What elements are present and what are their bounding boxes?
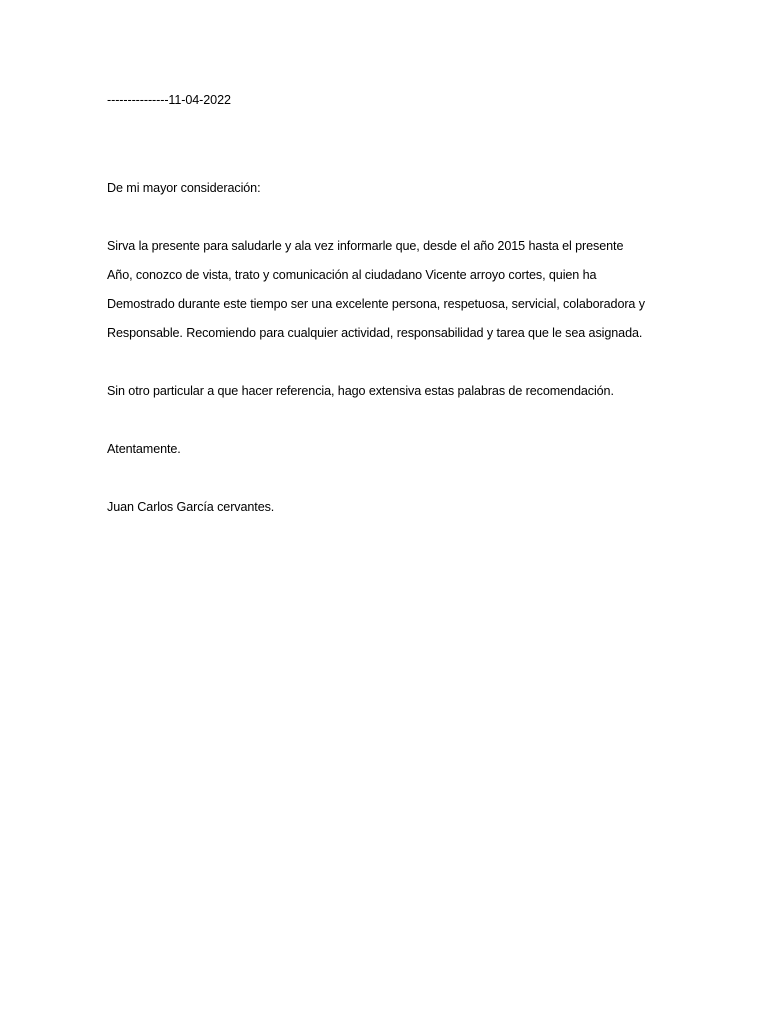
paragraph-gap xyxy=(107,410,667,439)
salutation: De mi mayor consideración: xyxy=(107,181,261,195)
body-line: Sirva la presente para saludarle y ala vez informarle que, desde el año 2015 hasta el presente xyxy=(107,239,624,253)
paragraph-gap xyxy=(107,207,667,236)
letter-content xyxy=(107,90,667,526)
body-line: Demostrado durante este tiempo ser una excelente persona, respetuosa, servicial, colaboradora y xyxy=(107,297,645,311)
closing: Atentamente. xyxy=(107,442,181,456)
paragraph-gap xyxy=(107,468,667,497)
signature: Juan Carlos García cervantes. xyxy=(107,500,275,514)
paragraph-gap xyxy=(107,352,667,381)
closing-paragraph: Sin otro particular a que hacer referencia, hago extensiva estas palabras de recomendación. xyxy=(107,384,614,398)
date-line: ---------------11-04-2022 xyxy=(107,93,231,107)
body-line: Responsable. Recomiendo para cualquier actividad, responsabilidad y tarea que le sea asignada. xyxy=(107,326,643,340)
body-line: Año, conozco de vista, trato y comunicación al ciudadano Vicente arroyo cortes, quien ha xyxy=(107,268,597,282)
